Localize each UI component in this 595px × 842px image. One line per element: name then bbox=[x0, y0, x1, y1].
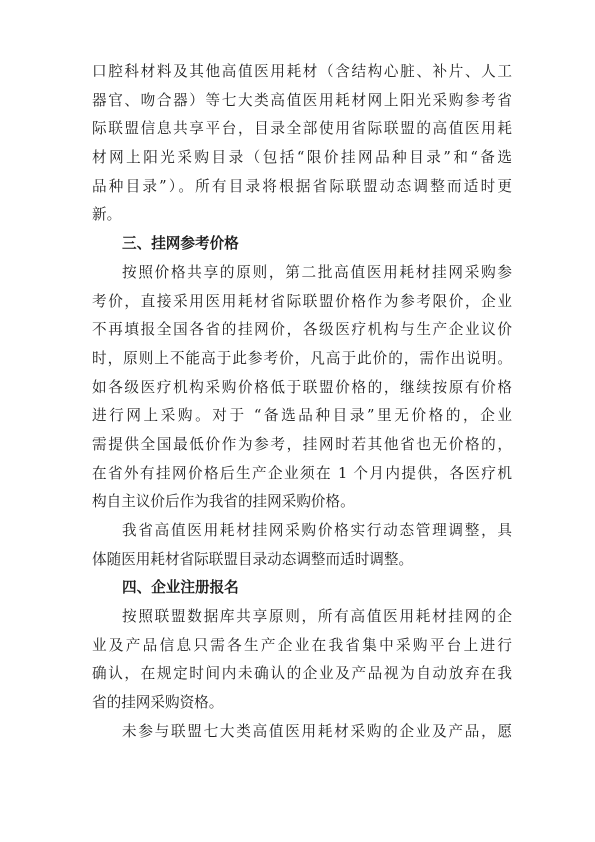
text-line: 时，原则上不能高于此参考价，凡高于此价的，需作出说明。 bbox=[92, 349, 512, 367]
paragraph-product-catalog bbox=[92, 58, 512, 230]
text-line: 不再填报全国各省的挂网价，各级医疗机构与生产企业议价 bbox=[92, 321, 512, 339]
text-line: 如各级医疗机构采购价格低于联盟价格的，继续按原有价格 bbox=[92, 378, 512, 396]
text-line: 际联盟信息共享平台，目录全部使用省际联盟的高值医用耗 bbox=[92, 120, 512, 138]
text-line: 在省外有挂网价格后生产企业须在 1 个月内提供，各医疗机 bbox=[92, 464, 512, 482]
text-line: 省的挂网采购资格。 bbox=[92, 694, 224, 712]
text-line: 按照联盟数据库共享原则，所有高值医用耗材挂网的企 bbox=[122, 608, 512, 626]
paragraph-registration bbox=[92, 603, 512, 718]
section-heading-3: 三、挂网参考价格 bbox=[122, 235, 239, 253]
paragraph-non-participants bbox=[92, 718, 512, 747]
paragraph-dynamic-adjustment bbox=[92, 517, 512, 574]
text-line: 新。 bbox=[92, 206, 122, 224]
text-line: 体随医用耗材省际联盟目录动态调整而适时调整。 bbox=[92, 550, 414, 568]
text-line: 我省高值医用耗材挂网采购价格实行动态管理调整，具 bbox=[122, 522, 512, 539]
text-line: 器官、吻合器）等七大类高值医用耗材网上阳光采购参考省 bbox=[92, 91, 512, 109]
document-body bbox=[92, 58, 512, 747]
paragraph-reference-price bbox=[92, 259, 512, 517]
text-line: 需提供全国最低价作为参考，挂网时若其他省也无价格的， bbox=[92, 435, 512, 453]
text-line: 确认，在规定时间内未确认的企业及产品视为自动放弃在我 bbox=[92, 665, 512, 683]
text-line: 品种目录”）。所有目录将根据省际联盟动态调整而适时更 bbox=[92, 177, 512, 195]
text-line: 未参与联盟七大类高值医用耗材采购的企业及产品，愿 bbox=[122, 722, 512, 740]
section-heading-4: 四、企业注册报名 bbox=[122, 579, 239, 597]
text-line: 口腔科材料及其他高值医用耗材（含结构心脏、补片、人工 bbox=[92, 63, 512, 80]
text-line: 构自主议价后作为我省的挂网采购价格。 bbox=[92, 493, 355, 511]
text-line: 业及产品信息只需各生产企业在我省集中采购平台上进行 bbox=[92, 636, 512, 654]
text-line: 按照价格共享的原则，第二批高值医用耗材挂网采购参 bbox=[122, 263, 512, 281]
text-line: 材网上阳光采购目录（包括“限价挂网品种目录”和“备选 bbox=[92, 149, 512, 167]
text-line: 进行网上采购。对于 “备选品种目录”里无价格的，企业 bbox=[92, 407, 512, 425]
text-line: 考价，直接采用医用耗材省际联盟价格作为参考限价，企业 bbox=[92, 292, 512, 310]
